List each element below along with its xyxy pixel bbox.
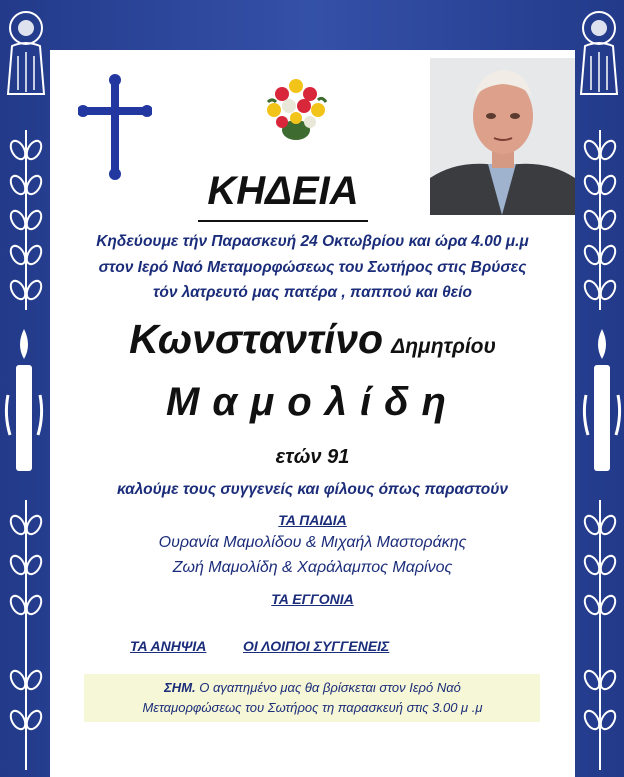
note-text-1: Ο αγαπημένο μας θα βρίσκεται στον Ιερό Ναό xyxy=(195,680,461,695)
notice-title: ΚΗΔΕΙΑ xyxy=(198,168,368,222)
deceased-name xyxy=(50,316,575,363)
portrait-photo xyxy=(430,58,575,215)
grandchildren-heading: ΤΑ ΕΓΓΟΝΙΑ xyxy=(271,591,354,607)
note-line-1 xyxy=(50,680,575,695)
surname: Μαμολίδη xyxy=(166,380,459,424)
invitation-line: καλούμε τους συγγενείς και φίλους όπως παραστούν xyxy=(116,481,509,498)
cross-icon xyxy=(78,74,152,180)
wheat-icon xyxy=(8,500,44,770)
children-heading: ΤΑ ΠΑΙΔΙΑ xyxy=(278,512,347,528)
note-label: ΣΗΜ. xyxy=(164,680,196,695)
intro-line-3: τόν λατρευτό μας πατέρα , παππού και θείο xyxy=(153,284,472,301)
wheat-icon xyxy=(8,130,44,310)
candle-icon xyxy=(580,325,624,475)
wheat-icon xyxy=(582,130,618,310)
first-name: Κωνσταντίνο xyxy=(129,316,384,362)
intro-line-2: στον Ιερό Ναό Μεταμορφώσεως του Σωτήρος στις Βρύσες xyxy=(98,259,527,276)
patronymic: Δημητρίου xyxy=(391,335,496,358)
saint-icon xyxy=(4,6,48,98)
note-line-2: Μεταμορφώσεως του Σωτήρος τη παρασκευή στις 3.00 μ .μ xyxy=(142,700,483,715)
children-name-2: Ζωή Μαμολίδη & Χαράλαμπος Μαρίνος xyxy=(172,559,453,576)
candle-icon xyxy=(2,325,46,475)
flower-bouquet-icon xyxy=(262,72,330,144)
relatives-heading: ΟΙ ΛΟΙΠΟΙ ΣΥΓΓΕΝΕΙΣ xyxy=(243,638,390,654)
age: ετών 91 xyxy=(275,446,350,468)
saint-icon xyxy=(577,6,621,98)
nephews-heading: ΤΑ ΑΝΗΨΙΑ xyxy=(130,638,207,654)
intro-line-1: Κηδεύουμε τήν Παρασκευή 24 Οκτωβρίου και ώρα 4.00 μ.μ xyxy=(96,233,529,250)
children-name-1: Ουρανία Μαμολίδου & Μιχαήλ Μαστοράκης xyxy=(158,534,467,551)
wheat-icon xyxy=(582,500,618,770)
